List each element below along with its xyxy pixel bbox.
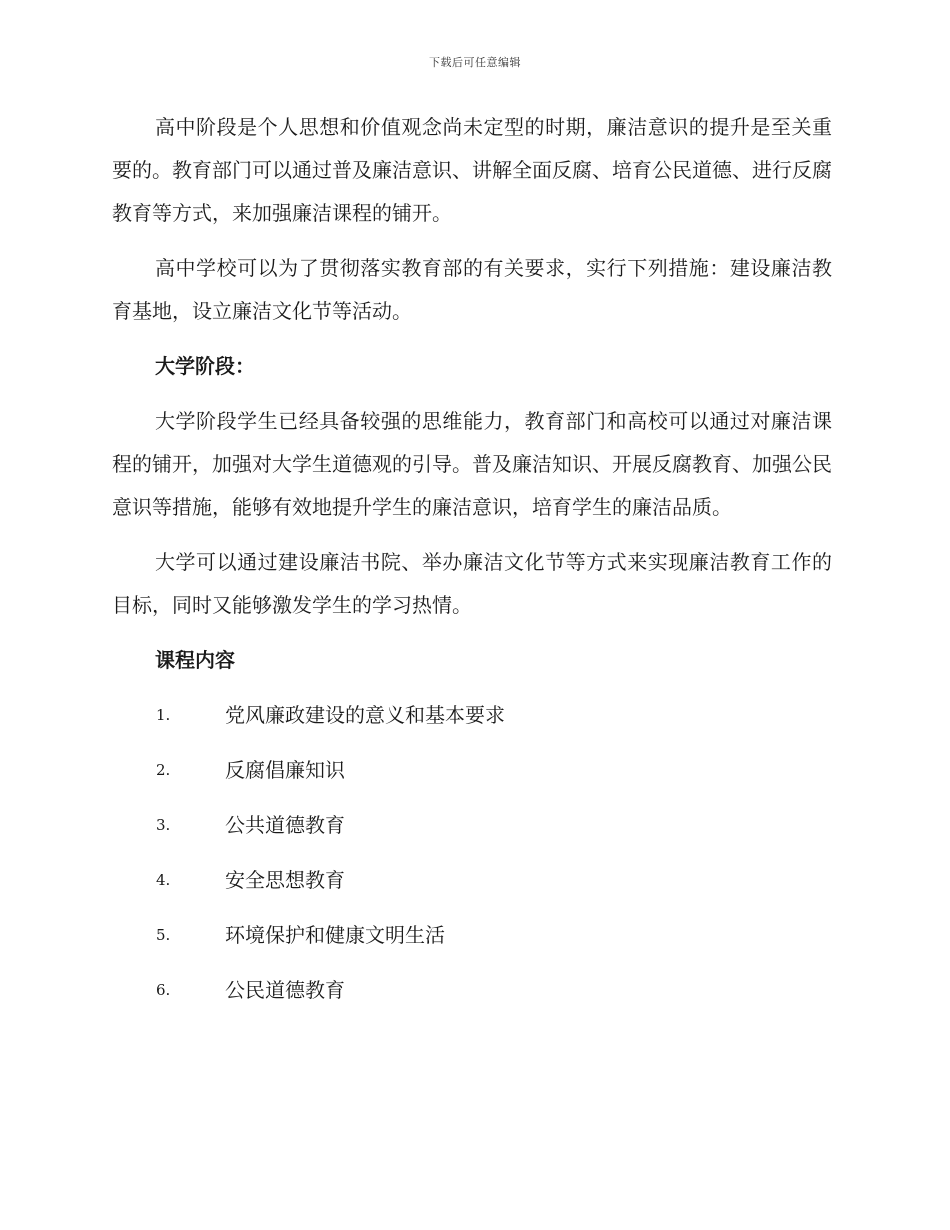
- document-body: [112, 106, 832, 1024]
- list-item-number: 1.: [156, 706, 171, 724]
- list-item: [112, 969, 832, 1012]
- list-item: [112, 859, 832, 902]
- list-item-number: 4.: [156, 871, 171, 889]
- paragraph-high-school-1: 高中阶段是个人思想和价值观念尚未定型的时期，廉洁意识的提升是至关重要的。教育部门可以通过普及廉洁意识、讲解全面反腐、培育公民道德、进行反腐教育等方式，来加强廉洁课程的铺开。: [112, 115, 832, 225]
- list-item: [112, 694, 832, 737]
- list-item-text: 安全思想教育: [225, 868, 345, 892]
- header-note: 下载后可任意编辑: [429, 56, 521, 69]
- heading-course-content: 课程内容: [155, 648, 235, 672]
- list-item-text: 反腐倡廉知识: [225, 758, 345, 782]
- paragraph-university-2: 大学可以通过建设廉洁书院、举办廉洁文化节等方式来实现廉洁教育工作的目标，同时又能够激发学生的学习热情。: [112, 550, 832, 617]
- list-item: [112, 804, 832, 847]
- list-item-text: 公民道德教育: [225, 978, 345, 1002]
- heading-university: 大学阶段：: [155, 354, 255, 378]
- list-item-number: 2.: [156, 761, 171, 779]
- paragraph-high-school-2: 高中学校可以为了贯彻落实教育部的有关要求，实行下列措施：建设廉洁教育基地，设立廉洁文化节等活动。: [112, 256, 832, 323]
- list-item-text: 公共道德教育: [225, 813, 345, 837]
- paragraph-university-1: 大学阶段学生已经具备较强的思维能力，教育部门和高校可以通过对廉洁课程的铺开，加强对大学生道德观的引导。普及廉洁知识、开展反腐教育、加强公民意识等措施，能够有效地提升学生的廉洁意识，培育学生的廉洁品质。: [112, 409, 832, 519]
- list-item: [112, 749, 832, 792]
- list-item-number: 6.: [156, 981, 171, 999]
- list-item-text: 环境保护和健康文明生活: [225, 923, 445, 947]
- list-item-number: 5.: [156, 926, 171, 944]
- course-list: [112, 694, 832, 1012]
- list-item: [112, 914, 832, 957]
- list-item-number: 3.: [156, 816, 171, 834]
- list-item-text: 党风廉政建设的意义和基本要求: [225, 703, 505, 727]
